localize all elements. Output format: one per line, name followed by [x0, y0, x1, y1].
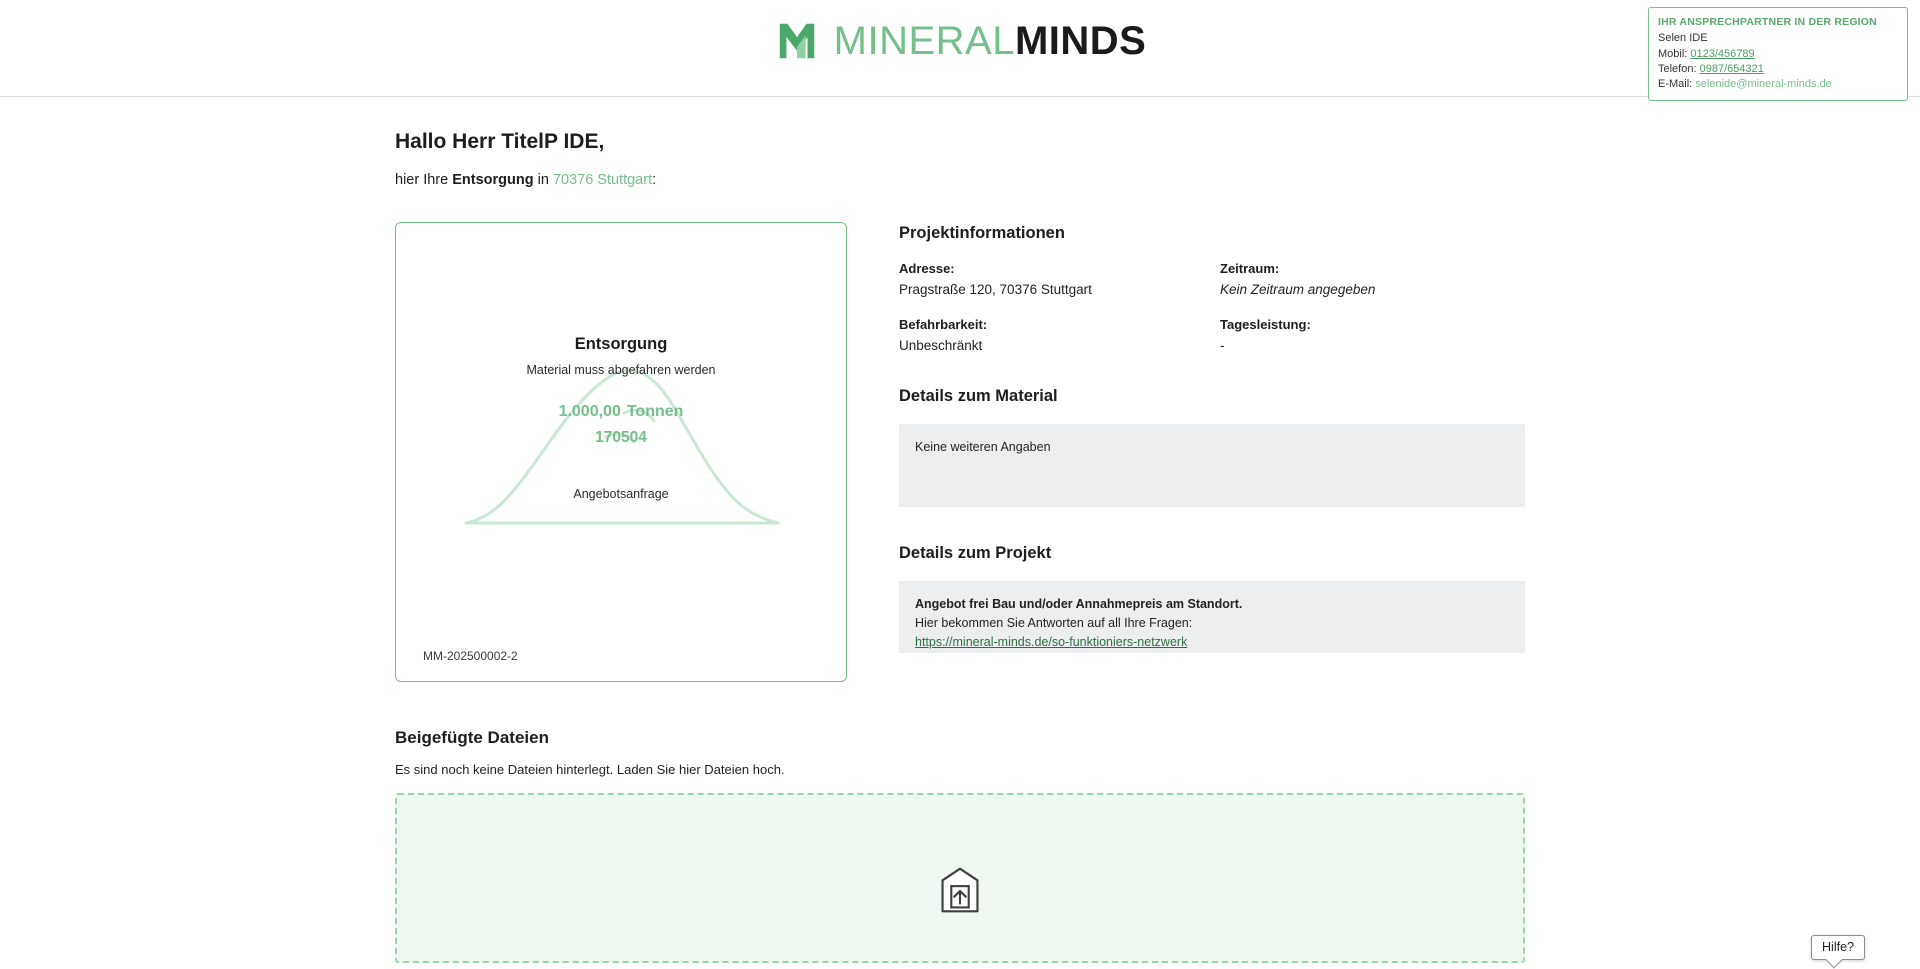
logo-text-second: MINDS: [1014, 18, 1147, 63]
attachments-note: Es sind noch keine Dateien hinterlegt. Laden Sie hier Dateien hoch.: [395, 762, 785, 777]
service-card-waste-code: 170504: [595, 429, 647, 446]
service-card-request-type: Angebotsanfrage: [573, 487, 669, 501]
subtitle-prefix: hier Ihre: [395, 172, 453, 188]
logo-text: [834, 19, 1147, 64]
project-details-line1: Angebot frei Bau und/oder Annahmepreis am Standort.: [915, 597, 1243, 611]
info-field-befahrbarkeit: [899, 317, 1204, 353]
page-header: [0, 0, 1920, 97]
help-bubble-label: Hilfe?: [1822, 940, 1854, 954]
page-body: [0, 97, 1920, 963]
info-value-tagesleistung: -: [1220, 338, 1225, 353]
contact-title: IHR ANSPRECHPARTNER IN DER REGION: [1658, 16, 1877, 28]
info-label-adresse: Adresse:: [899, 261, 955, 276]
file-dropzone[interactable]: [395, 793, 1525, 963]
material-heading: Details zum Material: [899, 387, 1058, 405]
contact-name: Selen IDE: [1658, 32, 1708, 45]
contact-phone-row: [1658, 62, 1898, 77]
info-field-adresse: [899, 261, 1204, 297]
info-label-befahrbarkeit: Befahrbarkeit:: [899, 317, 988, 332]
attachments-section: [395, 728, 1525, 963]
info-field-tagesleistung: [1220, 317, 1525, 353]
contact-email-row: [1658, 77, 1898, 92]
help-bubble[interactable]: [1811, 935, 1865, 960]
logo-text-first: MINERAL: [833, 18, 1015, 63]
service-card-title: Entsorgung: [574, 335, 668, 353]
subtitle-service: Entsorgung: [452, 172, 534, 188]
main-columns: [395, 222, 1525, 682]
info-value-zeitraum: Kein Zeitraum angegeben: [1220, 282, 1376, 297]
service-card[interactable]: [395, 222, 847, 682]
subtitle-location: 70376 Stuttgart: [552, 172, 653, 188]
contact-email-link[interactable]: selenide@mineral-minds.de: [1695, 78, 1832, 90]
subtitle-suffix: :: [652, 172, 657, 188]
service-card-amount: 1.000,00: [558, 403, 621, 420]
attachments-heading: Beigefügte Dateien: [395, 728, 549, 747]
content-container: [395, 97, 1525, 963]
info-field-zeitraum: [1220, 261, 1525, 297]
contact-phone-label: Telefon:: [1658, 62, 1697, 75]
project-details-line2: Hier bekommen Sie Antworten auf all Ihre Fragen:: [915, 615, 1193, 630]
contact-email-label: E-Mail:: [1658, 78, 1693, 90]
service-card-content: [396, 223, 846, 501]
page-title: Hallo Herr TitelP IDE,: [395, 130, 605, 153]
contact-phone-link[interactable]: 0987/654321: [1699, 62, 1764, 75]
contact-mobile-label: Mobil:: [1658, 47, 1688, 60]
upload-file-icon: [929, 859, 991, 921]
material-panel: [899, 424, 1525, 507]
subtitle-line: [395, 172, 1525, 188]
project-details-heading: Details zum Projekt: [899, 544, 1052, 562]
contact-mobile-row: [1658, 47, 1898, 62]
details-column: [899, 222, 1525, 653]
service-card-unit: Tonnen: [626, 403, 684, 420]
material-text: Keine weiteren Angaben: [915, 440, 1051, 454]
project-details-link[interactable]: https://mineral-minds.de/so-funktioniers-netzwerk: [915, 634, 1188, 649]
service-card-reference: MM-202500002-2: [423, 649, 518, 663]
contact-box: [1648, 7, 1908, 101]
mineral-minds-logo-icon: [774, 18, 820, 64]
service-card-subtitle: Material muss abgefahren werden: [526, 363, 716, 377]
service-card-amount-row: [396, 403, 846, 421]
contact-mobile-link[interactable]: 0123/456789: [1690, 47, 1755, 60]
project-info-heading: Projektinformationen: [899, 224, 1065, 242]
project-details-panel: [899, 581, 1525, 653]
brand-logo[interactable]: [0, 18, 1920, 64]
subtitle-middle: in: [533, 172, 553, 188]
info-label-tagesleistung: Tagesleistung:: [1220, 317, 1311, 332]
info-value-adresse: Pragstraße 120, 70376 Stuttgart: [899, 282, 1092, 297]
info-value-befahrbarkeit: Unbeschränkt: [899, 338, 983, 353]
project-info-grid: [899, 261, 1525, 353]
info-label-zeitraum: Zeitraum:: [1220, 261, 1280, 276]
